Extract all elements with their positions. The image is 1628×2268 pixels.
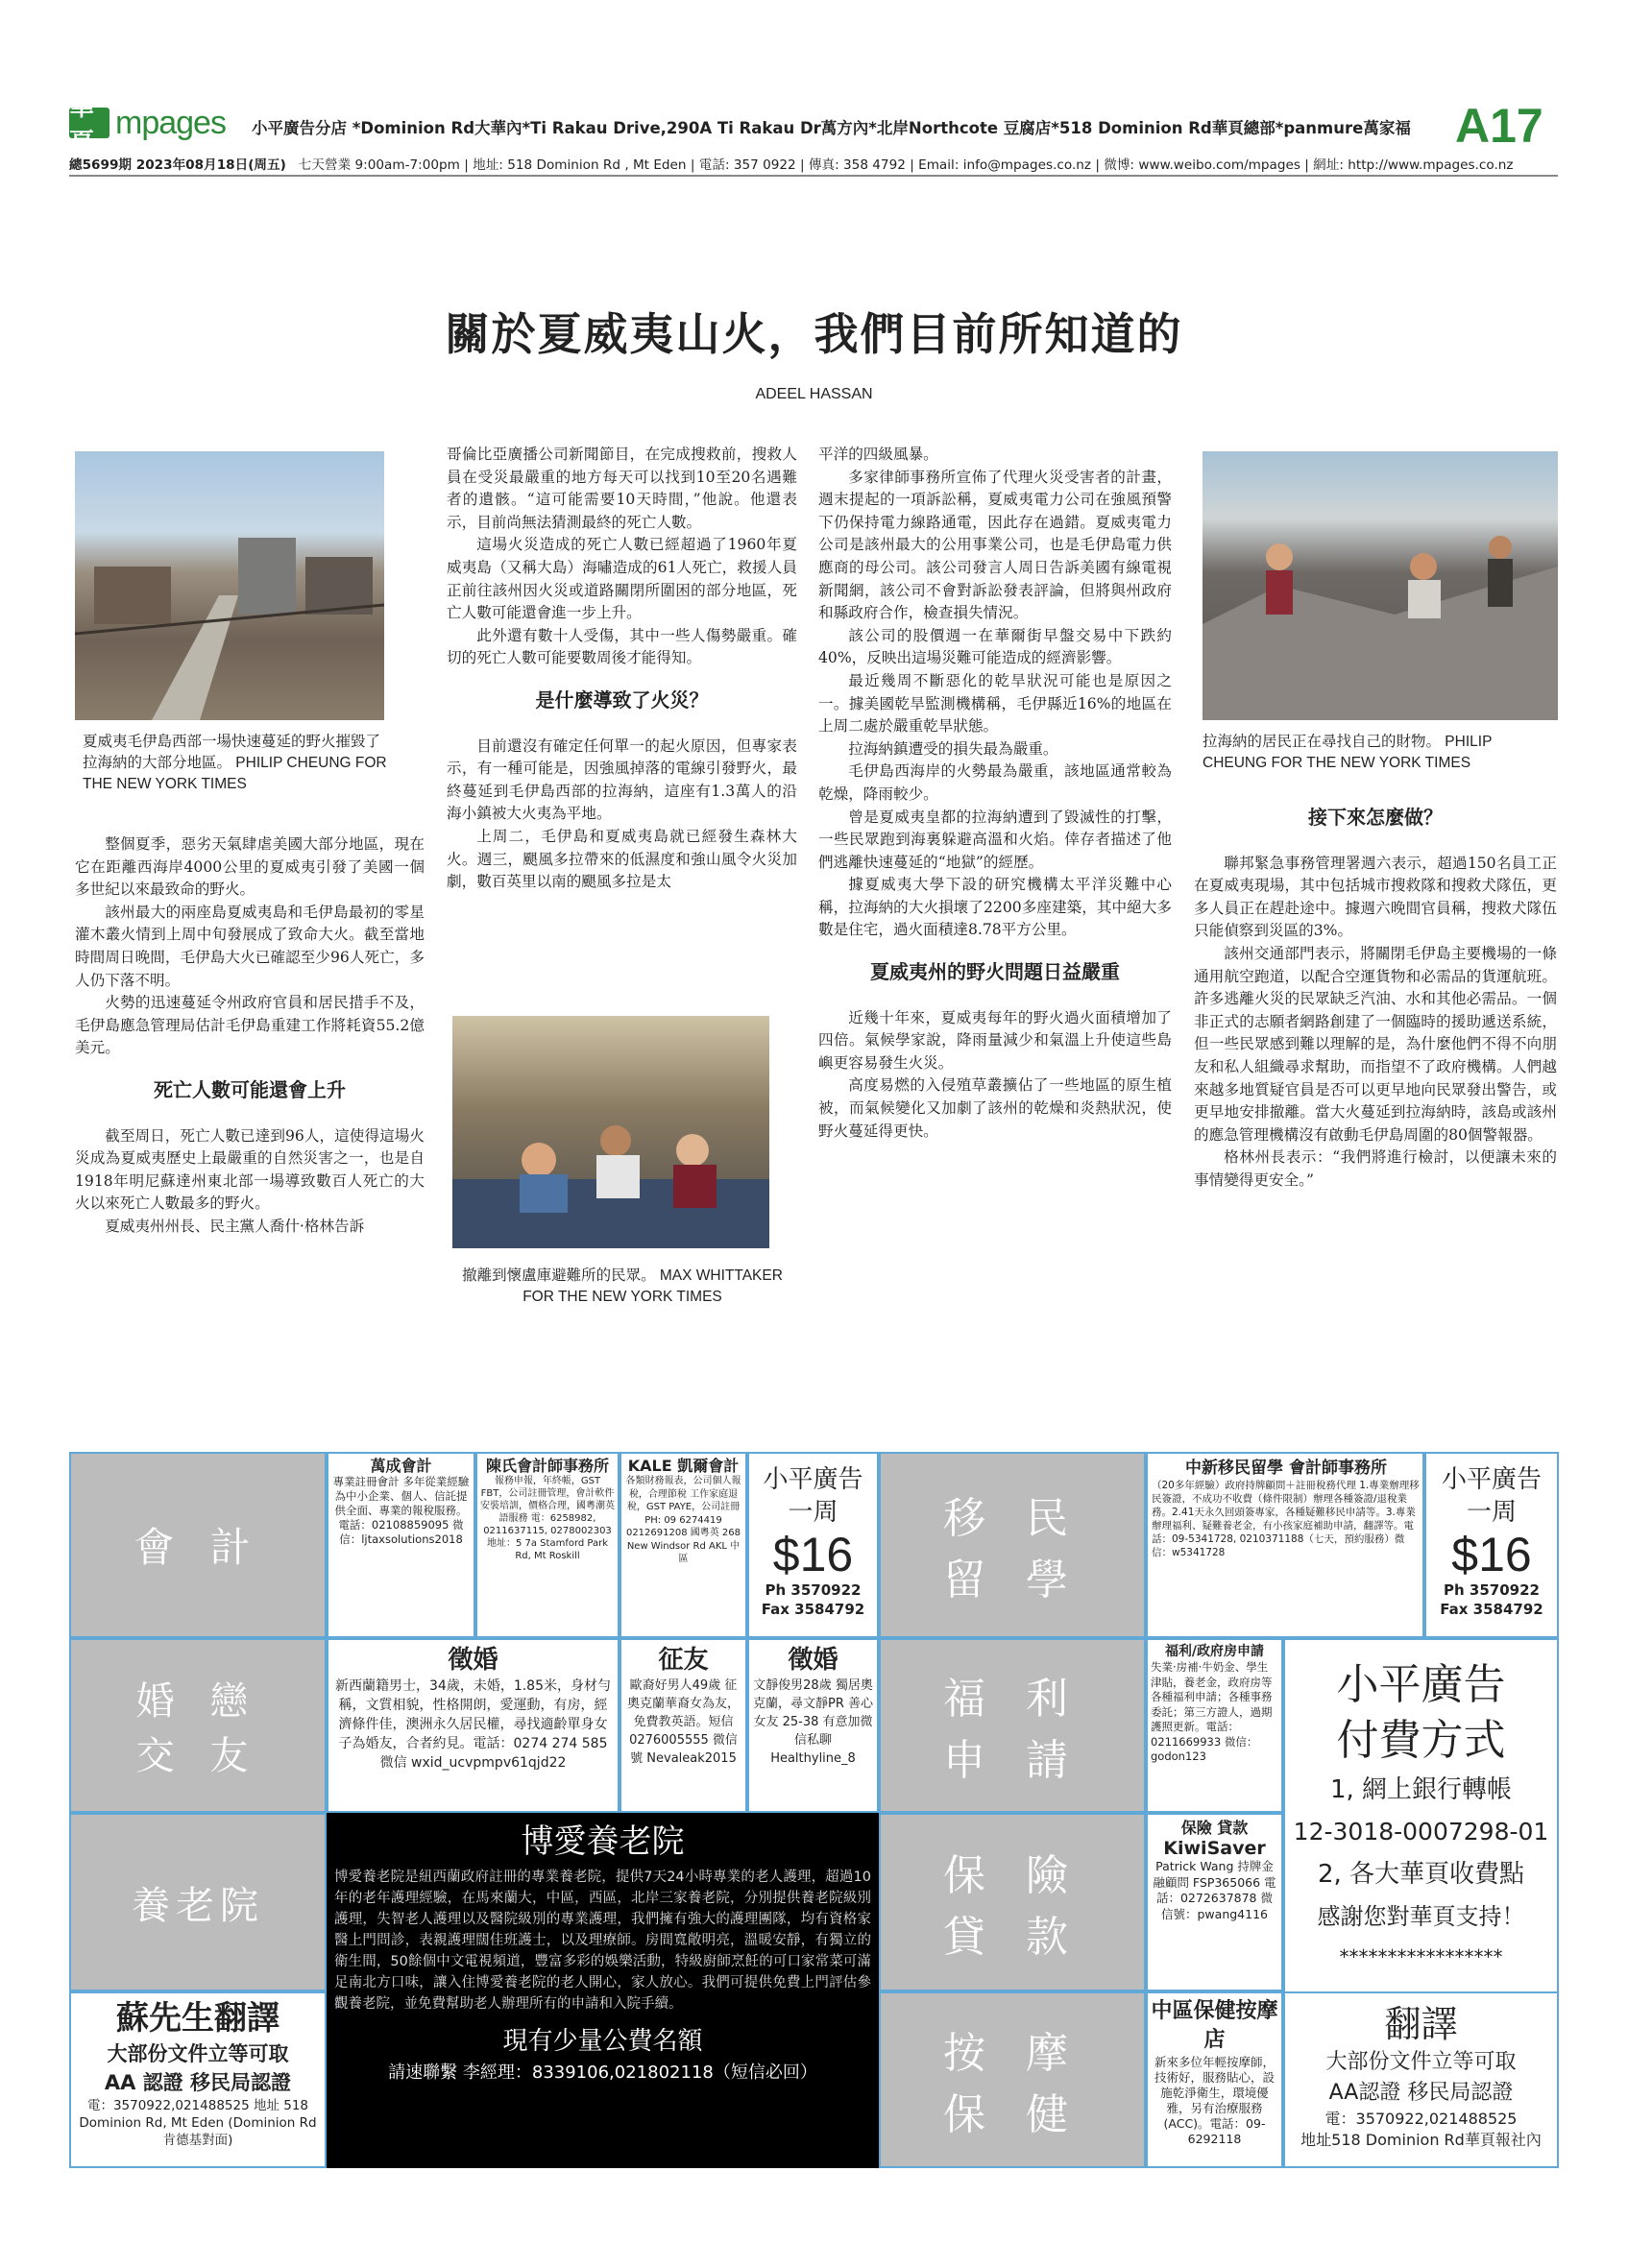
paragraph: 整個夏季，惡劣天氣肆虐美國大部分地區，現在它在距離西海岸4000公里的夏威夷引發了美國一個多世紀以來最致命的野火。 [75,835,425,899]
paragraph: 格林州長表示：“我們將進行檢討，以便讓未來的事情變得更安全。” [1194,1148,1557,1189]
ad-title: 中區保健按摩店 [1151,1999,1278,2052]
ad-body: 新來多位年輕按摩師，技術好，服務貼心，設施乾淨衛生，環境優雅，另有治療服務(ACC)。電話：09-6292118 [1154,2055,1275,2146]
contact-info: 七天營業 9:00am-7:00pm | 地址: 518 Dominion Rd , Mt Eden | 電話: 357 0922 | 傳真: 358 4792 | Email: info@mpages.co.nz | 微博: www.weibo.com/mpages | 網址: http://www.mpages.co.nz [298,157,1514,173]
bank-account: 12-3018-0007298-01 [1293,1818,1549,1846]
ad-wancheng-accounting [327,1452,475,1638]
category-massage [879,1991,1146,2168]
ad-price: $16 [1451,1528,1532,1581]
ad-price: $16 [772,1528,854,1581]
ad-address: 地址518 Dominion Rd華頁報社內 [1300,2131,1542,2149]
ad-subtitle: 大部份文件立等可取 [107,2042,289,2065]
paragraph: 這場火災造成的死亡人數已經超過了1960年夏威夷島（又稱大島）海嘯造成的61人死亡，救援人員正前往該州因火災或道路關閉所圍困的部分地區，死亡人數可能還會進一步上升。 [447,536,797,622]
paragraph: 目前還沒有確定任何單一的起火原因，但專家表示，有一種可能是，因強風掉落的電線引發野火，最終蔓延到毛伊島西部的拉海納，這座有1.3萬人的沿海小鎮被大火夷為平地。 [447,736,797,823]
logo-text: mpages [115,104,226,141]
section-heading: 接下來怎麼做？ [1308,806,1443,829]
ad-translation [1283,1991,1559,2168]
paragraph: 哥倫比亞廣播公司新聞節目，在完成搜救前，搜救人員在受災最嚴重的地方每天可以找到10至20名遇難者的遺骸。“這可能需要10天時間，”他說。他還表示，目前尚無法猜測最終的死亡人數。 [447,446,797,531]
ad-title: 中新移民留學 會計師事務所 [1185,1459,1387,1478]
logo-mark: 華頁 [69,108,109,138]
section-heading: 是什麼導致了火災？ [535,688,709,712]
photo-caption-residents: 拉海納的居民正在尋找自己的財物。 PHILIP CHEUNG FOR THE NEW YORK TIMES [1203,734,1493,771]
article-title: 關於夏威夷山火，我們目前所知道的 [445,308,1183,360]
payment-option-1: 1, 網上銀行轉帳 [1329,1775,1513,1804]
paragraph: 據夏威夷大學下設的研究機構太平洋災難中心稱，拉海納的大火損壞了2200多座建築，其中絕大多數是住宅，過火面積達8.78平方公里。 [818,876,1172,939]
paragraph: 近幾十年來，夏威夷每年的野火過火面積增加了四倍。氣候學家說，降雨量減少和氣溫上升使這些島嶼更容易發生火災。 [818,1008,1172,1072]
ad-title: 小平廣告 [763,1465,863,1494]
photo-ruins [75,451,384,720]
photo-shelter [452,1016,769,1248]
ad-body: 失業·房補·牛奶金、學生津貼，養老金，政府房等各種福利申請；各種事務委託；第三方證人，過期護照更新。電話：0211669933 微信：godon123 [1151,1660,1273,1763]
masthead-logo [69,93,271,157]
paragraph: 聯邦緊急事務管理署週六表示，超過150名員工正在夏威夷現場，其中包括城市搜救隊和搜救犬隊伍，更多人員正在趕赴途中。據週六晚間官員稱，搜救犬隊伍只能偵察到災區的3%。 [1194,854,1557,940]
branch-list: 小平廣告分店 *Dominion Rd大華內*Ti Rakau Drive,290A Ti Rakau Dr萬方內*北岸Northcote 豆腐店*518 Dominion Rd華頁總部*panmure萬家福 [252,119,1411,137]
thanks-note: 感謝您對華頁支持！ [1317,1903,1525,1930]
paragraph: 曾是夏威夷皇都的拉海納遭到了毀滅性的打擊，一些民眾跑到海裏躲避高溫和火焰。倖存者描述了他們逃離快速蔓延的“地獄”的經歷。 [818,808,1172,871]
paragraph: 該公司的股價週一在華爾街早盤交易中下跌約40%，反映出這場災難可能造成的經濟影響。 [818,626,1172,667]
ad-title: 保險 貸款 [1180,1819,1249,1837]
paragraph: 截至周日，死亡人數已達到96人，這使得這場火災成為夏威夷歷史上最嚴重的自然災害之一，也是自1918年明尼蘇達州東北部一場導致數百人死亡的大火以來死亡人數最多的野火。 [75,1126,425,1213]
category-label: 保 險 [943,1851,1081,1900]
ad-body: Patrick Wang 持牌金融顧問 FSP365066 電話：0272637878 微信號：pwang4116 [1153,1859,1276,1921]
ad-body: 報務申報，年終帳，GST FBT，公司註冊管理，會計軟件安裝培訓，價格合理，國粵潮英語服務 電：6258982, 0211637115, 0278002303 地址：5 7a Stamford Park Rd, Mt Roskill [480,1476,615,1561]
ad-title: 征友 [658,1646,709,1675]
ad-body: 電：3570922,021488525 地址 518 Dominion Rd, Mt Eden (Dominion Rd 肯德基對面) [79,2098,317,2148]
ad-subtitle: KiwiSaver [1163,1838,1266,1859]
ad-marriage-2 [747,1638,879,1813]
paragraph: 高度易燃的入侵殖草叢擴佔了一些地區的原生植被，而氣候變化又加劇了該州的乾燥和炎熱狀況，使野火蔓延得更快。 [818,1076,1172,1140]
ad-subtitle: 一周 [1466,1498,1517,1527]
category-label: 移 民 [943,1494,1081,1543]
ad-boai-nursing-home [327,1813,879,2168]
ad-friend-wanted [620,1638,747,1813]
article-column-3 [818,444,1172,1143]
ad-title: 翻譯 [1384,2003,1458,2045]
category-label: 福 利 [943,1675,1081,1724]
section-heading: 夏威夷州的野火問題日益嚴重 [870,960,1120,984]
ad-zhongxin-immigration [1146,1452,1424,1638]
ad-title: 福利/政府房申請 [1164,1644,1265,1659]
ad-marriage-1 [327,1638,620,1813]
category-elderly-care [69,1813,327,1991]
category-label: 婚 戀 [135,1679,260,1724]
page-number: A17 [1455,99,1543,153]
quota-note: 現有少量公費名額 [502,2027,703,2056]
category-insurance [879,1813,1146,1991]
category-dating [69,1638,327,1813]
ad-title: 徵婚 [788,1646,838,1675]
category-label: 申 請 [943,1736,1081,1785]
paragraph: 此外還有數十人受傷，其中一些人傷勢嚴重。確切的死亡人數可能要數周後才能得知。 [447,626,797,667]
ad-title: 小平廣告 [1336,1660,1506,1709]
residents-illustration [1203,451,1558,720]
paragraph: 平洋的四級風暴。 [818,446,938,463]
ad-certification: AA 認證 移民局認證 [104,2071,292,2094]
section-heading: 死亡人數可能還會上升 [154,1077,346,1101]
issue-info [69,154,1558,173]
photo-caption-shelter: 撤離到懷盧庫避難所的民眾。 MAX WHITTAKER FOR THE NEW YORK TIMES [462,1267,783,1305]
ad-xiaoping-price-2 [1424,1452,1559,1638]
ad-phone: 電：3570922,021488525 [1324,2110,1518,2128]
paragraph: 該州最大的兩座島夏威夷島和毛伊島最初的零星灌木叢火情到上周中旬發展成了致命大火。截至當地時間周日晚間，毛伊島大火已確認至少96人死亡，多人仍下落不明。 [75,903,425,989]
ad-chen-accounting [475,1452,620,1638]
paragraph: 火勢的迅速蔓延令州政府官員和居民措手不及，毛伊島應急管理局估計毛伊島重建工作將耗資55.2億美元。 [75,994,425,1057]
ad-body: 專業註冊會計 多年從業經驗 為中小企業、個人、信託提供全面、專業的報稅服務。電話：02108859095 微 信：ljtaxsolutions2018 [332,1475,470,1546]
payment-option-2: 2, 各大華頁收費點 [1317,1860,1525,1889]
ad-title: 徵婚 [448,1646,498,1675]
ad-title: 小平廣告 [1441,1465,1542,1494]
category-label: 留 學 [943,1556,1081,1604]
photo-caption-ruins: 夏威夷毛伊島西部一場快速蔓延的野火摧毀了拉海納的大部分地區。 PHILIP CHEUNG FOR THE NEW YORK TIMES [83,734,387,792]
category-immigration [879,1452,1146,1638]
ruins-illustration [75,451,384,720]
article-column-2 [447,444,797,894]
contact-line: 請速聯繫 李經理：8339106,021802118（短信必回） [388,2063,817,2083]
ad-fax: Fax 3584792 [1440,1601,1543,1618]
article-column-4 [1194,797,1557,1193]
ad-certification: AA認證 移民局認證 [1328,2081,1514,2105]
category-label: 會 計 [134,1524,262,1571]
ad-phone: Ph 3570922 [1444,1581,1540,1599]
ad-title: 陳氏會計師事務所 [485,1457,609,1475]
article-column-1 [75,833,425,1239]
category-welfare [879,1638,1146,1813]
paragraph: 拉海納鎮遭受的損失最為嚴重。 [848,739,1058,758]
category-label: 保 健 [943,2090,1081,2139]
ad-body: 歐裔好男人49歲 征奧克蘭華裔女為友，免費教英語。短信 0276005555 微信號 Nevaleak2015 [626,1678,740,1766]
ad-su-translation [69,1991,327,2168]
photo-residents [1203,451,1558,720]
paragraph: 夏威夷州州長、民主黨人喬什·格林告訴 [105,1217,365,1235]
ad-subtitle: 付費方式 [1336,1716,1506,1765]
ad-phone: Ph 3570922 [765,1581,862,1599]
category-accounting [69,1452,327,1638]
ad-body: 博愛養老院是紐西蘭政府註冊的專業養老院，提供7天24小時專業的老人護理，超過10年的老年護理經驗，在馬來蘭大，中區，西區，北岸三家養老院，分別提供養老院級別護理，失智老人護理以及醫院級別的專業護理，我們擁有強大的護理團隊，均有資格家醫上門問診，表親護理闊佳班護士，以及理療師。房間寬敞明亮，溫暖安靜，有獨立的衛生間，50餘個中文電視頻道，豐富多彩的娛樂活動，特級廚師烹飪的可口家常菜可滿足南北方口味，讓入住博愛養老院的老人開心，家人放心。我們可提供免費上門評估參觀養老院，並免費幫助老人辦理所有的申請和入院手續。 [334,1870,871,2012]
ad-fax: Fax 3584792 [761,1601,865,1618]
paragraph: 上周二，毛伊島和夏威夷島就已經發生森林大火。週三，颶風多拉帶來的低濕度和強山風令火災加劇，數百英里以南的颶風多拉是太 [447,827,797,891]
ad-kiwisaver-advisor [1146,1813,1283,1991]
paragraph: 多家律師事務所宣佈了代理火災受害者的計畫，週末提起的一項訴訟稱，夏威夷電力公司在強風預警下仍保持電力線路通電，因此存在過錯。夏威夷電力公司是該州最大的公用事業公司，也是毛伊島電力供應商的母公司。該公司發言人周日告訴美國有線電視新聞網，該公司不會對訴訟發表評論，但將與州政府和縣政府合作，檢查損失情況。 [818,468,1172,622]
ad-kale-accounting [620,1452,747,1638]
category-label: 交 友 [135,1734,260,1778]
byline: ADEEL HASSAN [755,386,873,402]
ad-body: 新西蘭籍男士，34歲，未婚，1.85米，身材勻稱，文質相貌，性格開朗，愛運動，有房，經濟條件佳，澳洲永久居民權，尋找適齡單身女子為婚友，合者約見。電話：0274 274 585 微信 wxid_ucvpmpv61qjd22 [335,1678,611,1771]
ad-title: KALE 凱爾會計 [627,1457,740,1475]
ad-body: 各類財務報表，公司個人報稅，合理節稅 工作家庭退稅，GST PAYE，公司註冊 PH: 09 6274419 0212691208 國粵英 268 New Windsor Rd AKL 中區 [625,1476,741,1564]
ad-subtitle: 大部份文件立等可取 [1325,2050,1517,2074]
separator-stars: ***************** [1339,1945,1503,1968]
ad-payment-methods [1283,1638,1559,1993]
ad-body: （20多年經驗）政府持牌顧問＋註冊稅務代理 1.專業辦理移民簽證，不成功不收費（條件限制）辦理各種簽證/退稅業務。2.41天永久回頭簽專家，各種疑難移民申請等。3.專業辦理福利、疑難養老金，有小孩家庭補助申請，翻譯等。電話：09-5341728, 0210371188（七天，預約服務）微信：w5341728 [1152,1480,1420,1558]
issue-date: 總5699期 2023年08月18日(周五) [69,157,286,173]
shelter-illustration [452,1016,769,1248]
ad-body: 文靜俊男28歲 獨居奧克蘭，尋文靜PR 善心女友 25-38 有意加微信私聊 Healthyline_8 [752,1678,873,1766]
paragraph: 最近幾周不斷惡化的乾旱狀況可能也是原因之一。據美國乾旱監測機構稱，毛伊縣近16%的地區在上周二處於嚴重乾旱狀態。 [818,671,1172,736]
ad-title: 博愛養老院 [521,1822,685,1861]
ad-title: 蘇先生翻譯 [116,1999,279,2038]
ad-central-massage [1146,1991,1283,2168]
ad-subtitle: 一周 [788,1498,838,1527]
paragraph: 毛伊島西海岸的火勢最為嚴重，該地區通常較為乾燥，降雨較少。 [818,762,1172,803]
ad-title: 萬成會計 [370,1457,432,1475]
category-label: 按 摩 [943,2029,1081,2078]
category-label: 貸 款 [943,1913,1081,1962]
category-label: 養老院 [132,1883,264,1928]
ad-welfare-application [1146,1638,1283,1813]
ad-xiaoping-price-1 [747,1452,879,1638]
header-rule [69,175,1558,177]
paragraph: 該州交通部門表示，將關閉毛伊島主要機場的一條通用航空跑道，以配合空運貨物和必需品的貨運航班。許多逃離火災的民眾缺乏汽油、水和其他必需品。一個非正式的志願者網路創建了一個臨時的援助遞送系統，但一些民眾感到難以理解的是，為什麼他們不得不向朋友和私人組織尋求幫助，而指望不了政府機構。人們越來越多地質疑官員是否可以更早地向民眾發出警告，或更早地安排撤離。當大火蔓延到拉海納時，該島或該州的應急管理機構沒有啟動毛伊島周圍的80個警報器。 [1194,944,1557,1144]
